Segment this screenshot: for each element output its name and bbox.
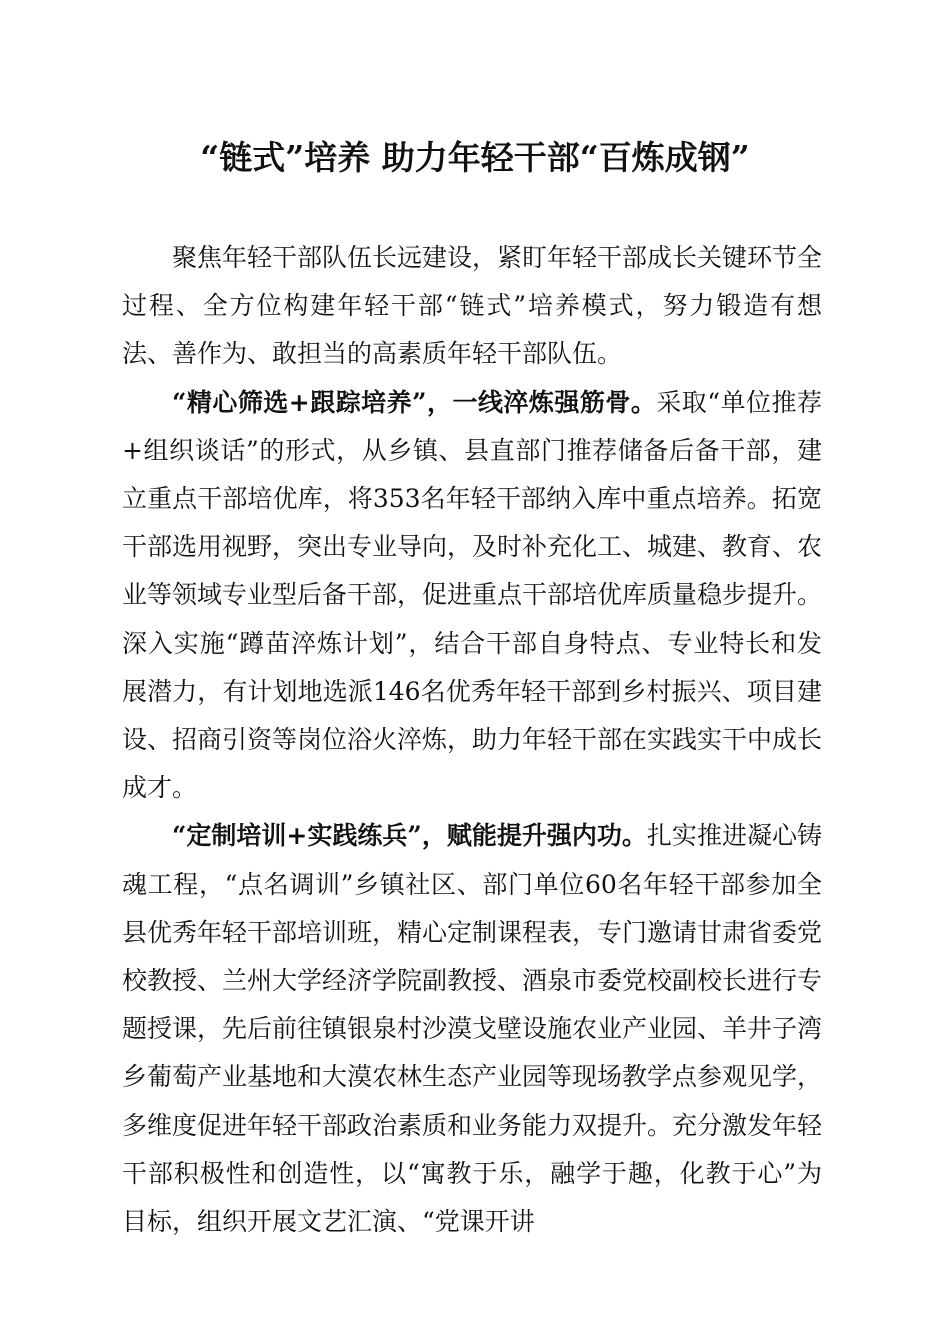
- paragraph-text: 聚焦年轻干部队伍长远建设，紧盯年轻干部成长关键环节全过程、全方位构建年轻干部“链式”培养模式，努力锻造有想法、善作为、敢担当的高素质年轻干部队伍。: [122, 243, 823, 369]
- paragraph-text: 采取“单位推荐+组织谈话”的形式，从乡镇、县直部门推荐储备后备干部，建立重点干部培优库，将353名年轻干部纳入库中重点培养。拓宽干部选用视野，突出专业导向，及时补充化工、城建、教育、农业等领域专业型后备干部，促进重点干部培优库质量稳步提升。深入实施“蹲苗淬炼计划”，结合干部自身特点、专业特长和发展潜力，有计划地选派146名优秀年轻干部到乡村振兴、项目建设、招商引资等岗位浴火淬炼，助力年轻干部在实践实干中成长成才。: [122, 387, 823, 803]
- paragraph-custom-training: [122, 812, 822, 1246]
- paragraph-lead: “定制培训+实践练兵”，赋能提升强内功。: [172, 821, 647, 851]
- paragraph-lead: “精心筛选+跟踪培养”，一线淬炼强筋骨。: [172, 387, 657, 417]
- paragraph-text: 扎实推进凝心铸魂工程，“点名调训”乡镇社区、部门单位60名年轻干部参加全县优秀年轻干部培训班，精心定制课程表，专门邀请甘肃省委党校教授、兰州大学经济学院副教授、酒泉市委党校副校长进行专题授课，先后前往镇银泉村沙漠戈壁设施农业产业园、羊井子湾乡葡萄产业基地和大漠农林生态产业园等现场教学点参观见学，多维度促进年轻干部政治素质和业务能力双提升。充分激发年轻干部积极性和创造性，以“寓教于乐，融学于趣，化教于心”为目标，组织开展文艺汇演、“党课开讲: [122, 821, 823, 1237]
- document-title: “链式”培养 助力年轻干部“百炼成钢”: [200, 138, 750, 177]
- document-body: [122, 234, 822, 1246]
- paragraph-selection-training: [122, 379, 822, 813]
- paragraph-intro: [122, 234, 822, 379]
